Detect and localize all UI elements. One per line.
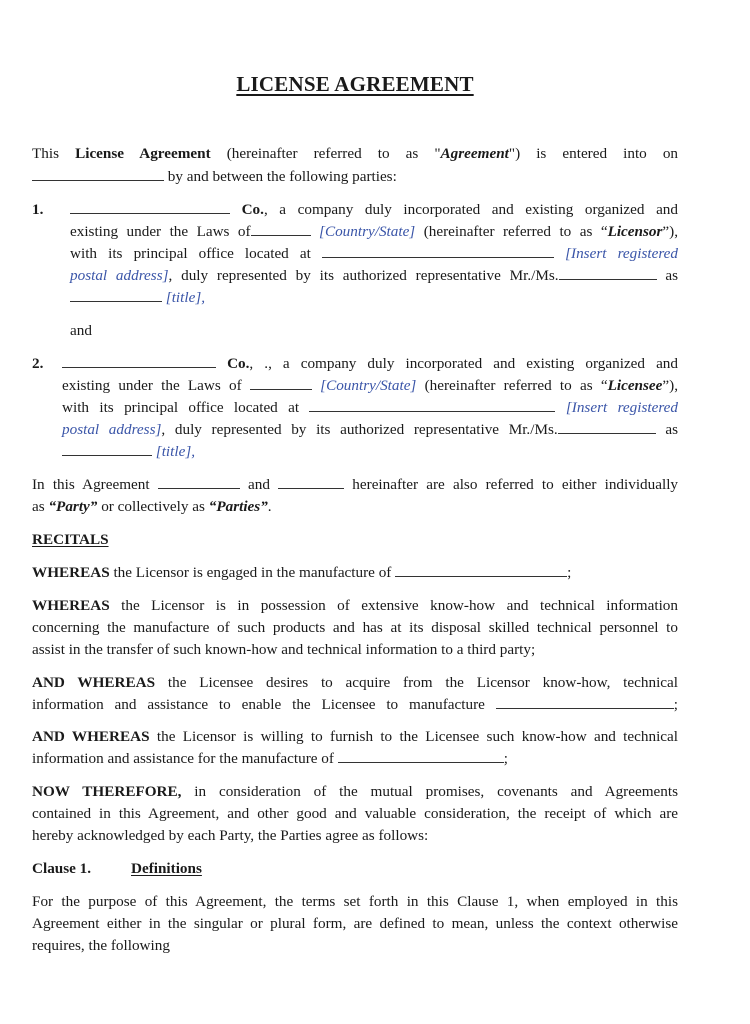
agreement-name: License Agreement (75, 145, 211, 162)
recital-5-line-2: contained in this Agreement, and other good and valuable consideration, the receipt of which are (32, 805, 678, 822)
intro-line-1: This License Agreement (hereinafter referred to as "Agreement") is entered into on (32, 145, 679, 162)
clause-1-line-2: Agreement either in the singular or plural form, are defined to mean, unless the context otherwise (32, 915, 678, 932)
role-licensee: Licensee (607, 377, 663, 394)
clause-1-heading: Definitions (131, 860, 202, 877)
recital-2-line-2: concerning the manufacture of such products and has at its disposal skilled technical personnel to (32, 619, 678, 636)
party1-line-4: postal address], duly represented by its authorized representative Mr./Ms. as (70, 267, 679, 284)
clause-1-label: Clause 1. (32, 860, 92, 877)
recital-4-line-2: information and assistance for the manufacture of ; (32, 750, 508, 767)
recital-5-line-3: hereby acknowledged by each Party, the Parties agree as follows: (32, 827, 429, 844)
party2-line-5 (62, 441, 195, 463)
recital-4-line-1: AND WHEREAS the Licensor is willing to furnish to the Licensee such know-how and technical (32, 728, 678, 745)
placeholder-title: [title], (165, 289, 206, 306)
placeholder-registered: [Insert registered (565, 399, 679, 416)
party2-address-blank[interactable] (309, 397, 555, 412)
recital-3-product-blank[interactable] (496, 694, 674, 709)
party1-line-2: existing under the Laws of [Country/State] (hereinafter referred to as “Licensor”), (70, 223, 679, 240)
intro-line-2: by and between the following parties: (32, 166, 397, 188)
party1-laws-blank[interactable] (251, 221, 311, 236)
party1-address-blank[interactable] (322, 243, 554, 258)
placeholder-country-state: [Country/State] (320, 377, 417, 394)
party2-line-1: Co., ., a company duly incorporated and existing organized and (62, 353, 678, 375)
party2-number: 2. (32, 355, 44, 372)
party1-line-5 (70, 287, 205, 309)
party1-company-blank[interactable] (70, 199, 230, 214)
party2-line-2: existing under the Laws of [Country/State] (hereinafter referred to as “Licensee”), (62, 377, 679, 394)
placeholder-country-state: [Country/State] (319, 223, 416, 240)
party2-line-3: with its principal office located at [Insert registered (62, 399, 679, 416)
recital-5-line-1: NOW THEREFORE, in consideration of the mutual promises, covenants and Agreements (32, 783, 678, 800)
role-licensor: Licensor (607, 223, 663, 240)
parties-def-line-1: In this Agreement and hereinafter are also referred to either individually (32, 476, 679, 493)
recital-3-line-1: AND WHEREAS the Licensee desires to acquire from the Licensor know-how, technical (32, 674, 678, 691)
recital-1: WHEREAS the Licensor is engaged in the manufacture of ; (32, 564, 572, 581)
clause-1-line-3: requires, the following (32, 937, 170, 954)
parties-def-line-2: as “Party” or collectively as “Parties”. (32, 498, 272, 515)
recital-1-product-blank[interactable] (395, 562, 567, 577)
party1-line-1: Co., a company duly incorporated and existing organized and (70, 199, 678, 221)
party2-rep-blank[interactable] (558, 419, 656, 434)
placeholder-postal-address: postal address] (62, 421, 162, 438)
party2-title-blank[interactable] (62, 441, 152, 456)
party1-number: 1. (32, 201, 44, 218)
party1-title-blank[interactable] (70, 287, 162, 302)
placeholder-title: [title], (155, 443, 196, 460)
party-name-blank-2[interactable] (278, 474, 344, 489)
placeholder-postal-address: postal address] (70, 267, 169, 284)
party1-line-3: with its principal office located at [Insert registered (70, 245, 679, 262)
recital-2-line-3: assist in the transfer of such known-how and technical information to a third party; (32, 641, 536, 658)
date-blank[interactable] (32, 166, 164, 181)
party1-rep-blank[interactable] (559, 265, 657, 280)
document-title: LICENSE AGREEMENT (236, 72, 474, 96)
recital-3-line-2: information and assistance to enable the Licensee to manufacture ; (32, 696, 678, 713)
clause-1-line-1: For the purpose of this Agreement, the terms set forth in this Clause 1, when employed in this (32, 893, 678, 910)
party2-laws-blank[interactable] (250, 375, 312, 390)
recital-4-product-blank[interactable] (338, 748, 504, 763)
party2-line-4: postal address], duly represented by its authorized representative Mr./Ms. as (62, 421, 679, 438)
party2-company-blank[interactable] (62, 353, 216, 368)
and-connector: and (70, 322, 92, 339)
party-name-blank-1[interactable] (158, 474, 240, 489)
recital-2-line-1: WHEREAS the Licensor is in possession of extensive know-how and technical information (32, 597, 678, 614)
recitals-heading: RECITALS (32, 531, 109, 548)
placeholder-registered: [Insert registered (565, 245, 679, 262)
